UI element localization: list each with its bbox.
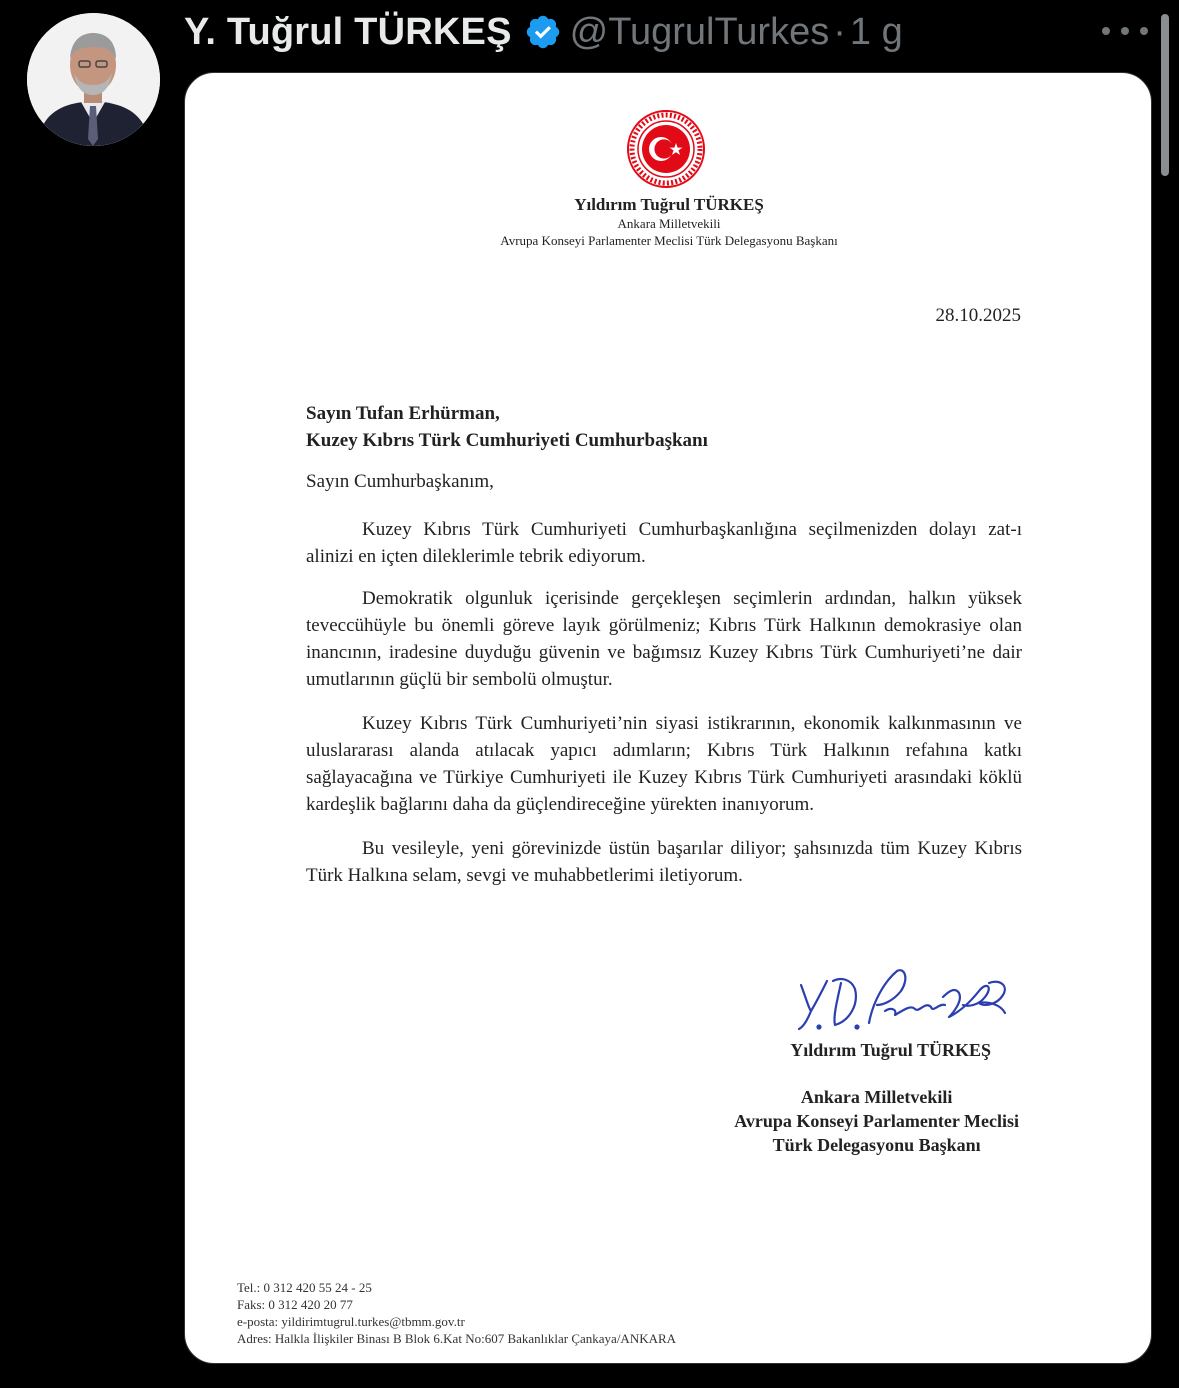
separator: · <box>833 10 846 53</box>
letter-paragraph: Kuzey Kıbrıs Türk Cumhuriyeti’nin siyasi istikrarının, ekonomik kalkınmasının ve uluslararası alanda atılacak yapıcı adımların; Kıbrıs Türk Halkının refahına katkı sağlayacağına ve Türkiye Cumhuriyeti ile Kuzey Kıbrıs Türk Cumhuriyeti arasındaki köklü kardeşlik bağlarını daha da güçlendireceğine yürekten inanıyorum. <box>306 713 1022 815</box>
media-image-letter[interactable] <box>184 72 1152 1364</box>
signer-title-line: Avrupa Konseyi Parlamenter Meclisi <box>734 1111 1019 1131</box>
footer-address: Adres: Halkla İlişkiler Binası B Blok 6.Kat No:607 Bakanlıklar Çankaya/ANKARA <box>237 1331 677 1346</box>
dot-icon <box>1102 27 1110 35</box>
signature <box>793 961 1021 1041</box>
addressee-name: Sayın Tufan Erhürman, <box>306 403 500 424</box>
signer-title-line: Türk Delegasyonu Başkanı <box>772 1135 981 1155</box>
footer-email: e-posta: yildirimtugrul.turkes@tbmm.gov.tr <box>237 1314 465 1329</box>
signer-title <box>734 1085 1019 1157</box>
more-options-icon[interactable] <box>1102 24 1148 38</box>
letterhead-subtitle: Avrupa Konseyi Parlamenter Meclisi Türk Delegasyonu Başkanı <box>500 233 838 248</box>
letterhead-title: Ankara Milletvekili <box>617 216 721 231</box>
letter-paragraph: Demokratik olgunluk içerisinde gerçekleşen seçimlerin ardından, halkın yüksek teveccühüyle bu önemli göreve layık görülmeniz; Kıbrıs Türk Halkının demokrasiye olan inancının, iradesine duyduğu güvenin ve bağımsız Kuzey Kıbrıs Türk Cumhuriyeti’ne dair umutlarının güçlü bir sembolü olmuştur. <box>306 588 1022 690</box>
letter-paragraph: Kuzey Kıbrıs Türk Cumhuriyeti Cumhurbaşkanlığına seçilmenizden dolayı zat-ı alinizi en içten dileklerimle tebrik ediyorum. <box>306 519 1022 567</box>
dot-icon <box>1121 27 1129 35</box>
handle[interactable]: @TugrulTurkes <box>569 10 830 53</box>
display-name[interactable]: Y. Tuğrul TÜRKEŞ <box>184 10 512 53</box>
scrollbar[interactable] <box>1161 14 1169 176</box>
salutation: Sayın Cumhurbaşkanım, <box>306 471 494 492</box>
tbmm-emblem-icon <box>626 109 706 189</box>
footer-fax: Faks: 0 312 420 20 77 <box>237 1297 353 1312</box>
timestamp[interactable]: 1 g <box>849 10 903 53</box>
letterhead-name: Yıldırım Tuğrul TÜRKEŞ <box>574 195 764 214</box>
addressee <box>306 400 708 454</box>
letter-date: 28.10.2025 <box>935 305 1021 326</box>
tweet-header <box>184 8 903 56</box>
dot-icon <box>1140 27 1148 35</box>
signer-name: Yıldırım Tuğrul TÜRKEŞ <box>790 1040 991 1060</box>
signer-title-line: Ankara Milletvekili <box>800 1087 953 1107</box>
profile-photo <box>27 13 160 146</box>
footer-tel: Tel.: 0 312 420 55 24 - 25 <box>237 1280 372 1295</box>
avatar[interactable] <box>27 13 160 146</box>
letter-footer <box>237 1279 676 1347</box>
letter-paragraph: Bu vesileyle, yeni görevinizde üstün başarılar diliyor; şahsınızda tüm Kuzey Kıbrıs Türk Halkına selam, sevgi ve muhabbetlerimi iletiyorum. <box>306 838 1022 886</box>
verified-badge-icon[interactable] <box>524 13 562 51</box>
addressee-title: Kuzey Kıbrıs Türk Cumhuriyeti Cumhurbaşkanı <box>306 430 708 451</box>
